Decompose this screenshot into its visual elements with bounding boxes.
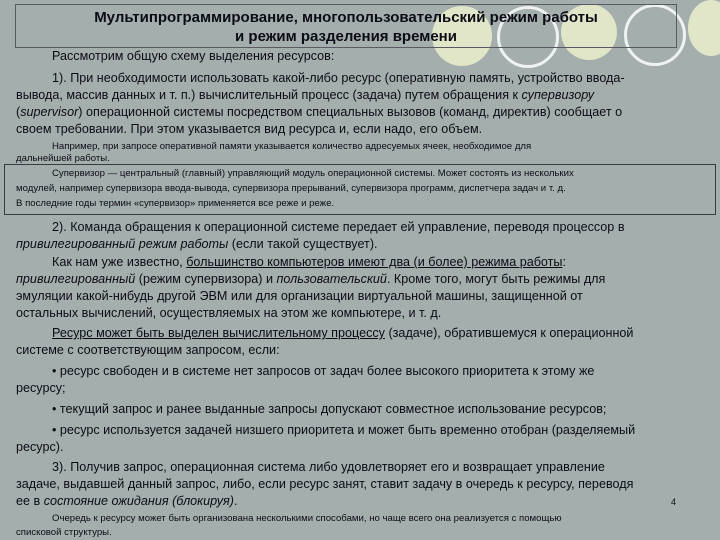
p3-line-1: Как нам уже известно, большинство компьютеров имеют два (и более) режима работы: [52,255,566,269]
title-line-1: Мультипрограммирование, многопользовательский режим работы [94,9,598,26]
note2-line-1: Супервизор — центральный (главный) управляющий модуль операционной системы. Может состоять из нескольких [52,168,574,179]
p5-line-2: задаче, выдавшей данный запрос, либо, если ресурс занят, ставит задачу в очередь к ресурсу, переводя [16,477,634,491]
p1-line-4: своем требовании. При этом указывается вид ресурса и, если надо, его объем. [16,122,483,136]
page-number: 4 [671,497,677,507]
p3-line-2: привилегированный (режим супервизора) и пользовательский. Кроме того, могут быть режимы для [16,272,606,286]
note2-line-2: модулей, например супервизора ввода-вывода, супервизора прерываний, супервизора программ, диспетчера задач и т. д. [16,183,566,194]
title-line-2: и режим разделения времени [235,28,457,45]
p5-line-1: 3). Получив запрос, операционная система либо удовлетворяет его и возвращает управление [52,460,605,474]
p3-line-4: остальных вычислений, осуществляемых на этом же компьютере, и т. д. [16,306,442,320]
bullet-1-line-1: • ресурс свободен и в системе нет запросов от задач более высокого приоритета к этому же [52,364,595,378]
slide-title [15,4,677,48]
p1-line-2: вывода, массив данных и т. п.) вычислительный процесс (задача) путем обращения к супервизору [16,88,595,102]
note3-line-2: списковой структуры. [16,527,112,538]
p4-line-1: Ресурс может быть выделен вычислительному процессу (задаче), обратившемуся к операционной [52,326,634,340]
intro-text: Рассмотрим общую схему выделения ресурсов: [52,49,335,63]
note1-line-1: Например, при запросе оперативной памяти указывается количество адресуемых ячеек, необходимое для [52,141,532,152]
p4-line-2: системе с соответствующим запросом, если: [16,343,280,357]
p1-line-1: 1). При необходимости использовать какой-либо ресурс (оперативную память, устройство ввода- [52,71,625,85]
bullet-1-line-2: ресурсу; [16,381,66,395]
p2-line-2: привилегированный режим работы (если такой существует). [16,237,378,251]
p5-line-3: ее в состояние ожидания (блокируя). [16,494,238,508]
note2-line-3: В последние годы термин «супервизор» применяется все реже и реже. [16,198,335,209]
p1-line-3: (supervisor) операционной системы посредством специальных вызовов (команд, директив) сообщает о [16,105,623,119]
p2-line-1: 2). Команда обращения к операционной системе передает ей управление, переводя процессор в [52,220,625,234]
p3-line-3: эмуляции какой-нибудь другой ЭВМ или для организации виртуальной машины, защищенной от [16,289,583,303]
bullet-2: • текущий запрос и ранее выданные запросы допускают совместное использование ресурсов; [52,402,607,416]
note3-line-1: Очередь к ресурсу может быть организована несколькими способами, но чаще всего она реализуется с помощью [52,513,562,524]
decorative-circle [688,0,720,56]
note1-line-2: дальнейшей работы. [16,153,110,164]
bullet-3-line-2: ресурс). [16,440,64,454]
bullet-3-line-1: • ресурс используется задачей низшего приоритета и может быть временно отобран (разделяемый [52,423,636,437]
